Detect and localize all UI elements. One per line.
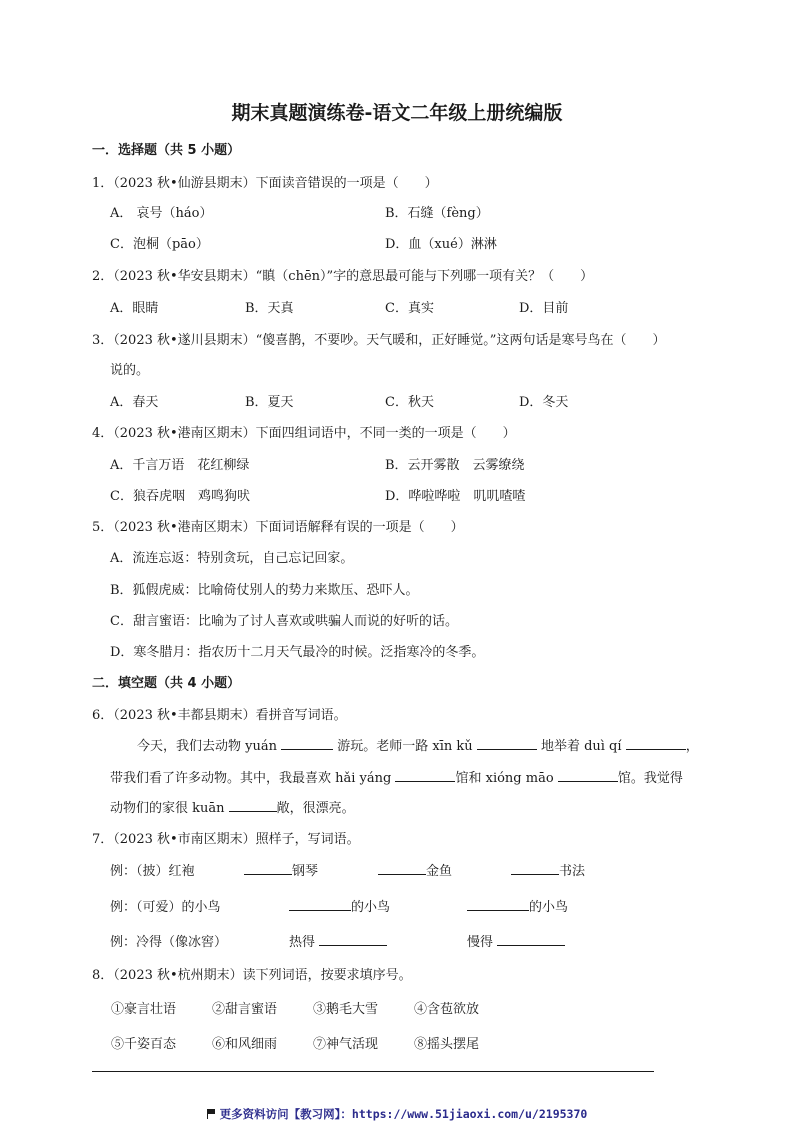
question-2-option-d: D．目前 [519, 301, 569, 316]
question-1-option-c: C．泡桐（pāo） [110, 237, 209, 252]
flag-icon [207, 1109, 216, 1119]
q7-word: 书法 [559, 864, 586, 879]
q8-word: ⑦神气活现 [313, 1037, 379, 1052]
q6-text: 敞，很漂亮。 [276, 801, 355, 816]
question-6-line-1 [137, 735, 699, 754]
question-2-option-c: C．真实 [385, 301, 434, 316]
q6-text: 动物们的家很 kuān [110, 801, 225, 816]
section-heading-fill: 二．填空题（共 4 小题） [92, 676, 241, 691]
answer-blank[interactable] [395, 769, 455, 782]
question-2-option-a: A．眼睛 [110, 301, 159, 316]
question-4-option-d: D．哗啦哗啦 叽叽喳喳 [385, 489, 526, 504]
q8-word: ③鹅毛大雪 [313, 1002, 379, 1017]
answer-blank[interactable] [319, 933, 387, 946]
page-title: 期末真题演练卷-语文二年级上册统编版 [231, 102, 563, 124]
q7-item [289, 931, 387, 950]
footer-text[interactable]: 更多资料访问【教习网】：https://www.51jiaoxi.com/u/2195370 [219, 1107, 588, 1121]
question-3-stem: 3．（2023 秋•遂川县期末）“傻喜鹊，不要吵。天气暖和，正好睡觉。”这两句话是寒号鸟在（ ） [92, 333, 666, 348]
q7-word: 的小鸟 [351, 900, 391, 915]
q7-item [244, 860, 318, 879]
question-3-option-a: A．春天 [110, 395, 159, 410]
q7-item [378, 860, 452, 879]
answer-blank[interactable] [229, 799, 277, 812]
question-3-option-d: D．冬天 [519, 395, 569, 410]
answer-blank[interactable] [281, 737, 333, 750]
q7-item [467, 896, 568, 915]
question-7-stem: 7．（2023 秋•市南区期末）照样子，写词语。 [92, 832, 360, 847]
question-5-option-b: B．狐假虎威：比喻倚仗别人的势力来欺压、恐吓人。 [110, 583, 419, 598]
answer-blank[interactable] [558, 769, 618, 782]
q8-word: ⑥和风细雨 [212, 1037, 278, 1052]
q7-item [511, 860, 585, 879]
q7-word: 热得 [289, 935, 316, 950]
answer-line [92, 1071, 654, 1072]
answer-blank[interactable] [244, 862, 292, 875]
question-3-option-b: B．夏天 [245, 395, 294, 410]
q6-text: ， [685, 739, 699, 754]
question-1-stem: 1．（2023 秋•仙游县期末）下面读音错误的一项是（ ） [92, 176, 438, 191]
question-1-option-a: A． 哀号（háo） [110, 206, 213, 221]
q8-word: ①豪言壮语 [111, 1002, 177, 1017]
footer-link[interactable] [0, 1106, 794, 1122]
question-5-option-a: A．流连忘返：特别贪玩，自己忘记回家。 [110, 551, 354, 566]
question-3-option-c: C．秋天 [385, 395, 434, 410]
q7-word: 慢得 [467, 935, 494, 950]
answer-blank[interactable] [511, 862, 559, 875]
q7-example-2: 例：（可爱）的小鸟 [110, 900, 221, 915]
q7-word: 金鱼 [426, 864, 453, 879]
q8-word: ②甜言蜜语 [212, 1002, 278, 1017]
q7-example-1: 例：（披）红袍 [110, 864, 195, 879]
question-6-stem: 6．（2023 秋•丰都县期末）看拼音写词语。 [92, 708, 347, 723]
answer-blank[interactable] [477, 737, 537, 750]
q7-item [467, 931, 565, 950]
q8-word: ④含苞欲放 [414, 1002, 480, 1017]
question-1-option-b: B．石缝（fèng） [385, 206, 489, 221]
q6-text: 游玩。老师一路 xīn kǔ [337, 739, 473, 754]
q7-example-3: 例：冷得（像冰窖） [110, 935, 228, 950]
q6-text: 馆和 xióng māo [455, 771, 554, 786]
answer-blank[interactable] [378, 862, 426, 875]
q7-item [289, 896, 390, 915]
answer-blank[interactable] [497, 933, 565, 946]
q8-word: ⑧摇头摆尾 [414, 1037, 480, 1052]
q6-text: 地举着 duì qí [540, 739, 622, 754]
question-1-option-d: D．血（xué）淋淋 [385, 237, 497, 252]
question-4-stem: 4．（2023 秋•港南区期末）下面四组词语中，不同一类的一项是（ ） [92, 426, 516, 441]
question-8-stem: 8．（2023 秋•杭州期末）读下列词语，按要求填序号。 [92, 968, 412, 983]
answer-blank[interactable] [467, 898, 529, 911]
answer-blank[interactable] [289, 898, 351, 911]
question-4-option-b: B．云开雾散 云雾缭绕 [385, 458, 525, 473]
question-4-option-a: A．千言万语 花红柳绿 [110, 458, 250, 473]
answer-blank[interactable] [626, 737, 686, 750]
question-5-option-d: D．寒冬腊月：指农历十二月天气最冷的时候。泛指寒冷的冬季。 [110, 645, 485, 660]
question-4-option-c: C．狼吞虎咽 鸡鸣狗吠 [110, 489, 250, 504]
question-5-option-c: C．甜言蜜语：比喻为了讨人喜欢或哄骗人而说的好听的话。 [110, 614, 458, 629]
q8-word: ⑤千姿百态 [111, 1037, 177, 1052]
question-6-line-3 [110, 797, 355, 816]
q6-text: 带我们看了许多动物。其中，我最喜欢 hǎi yáng [110, 771, 392, 786]
q6-text: 馆。我觉得 [617, 771, 683, 786]
question-3-stem-continued: 说的。 [110, 363, 150, 378]
question-6-line-2 [110, 767, 683, 786]
q7-word: 的小鸟 [529, 900, 569, 915]
q7-word: 钢琴 [292, 864, 319, 879]
question-5-stem: 5．（2023 秋•港南区期末）下面词语解释有误的一项是（ ） [92, 520, 464, 535]
question-2-stem: 2．（2023 秋•华安县期末）“瞋（chēn）”字的意思最可能与下列哪一项有关？（ ） [92, 269, 594, 284]
section-heading-choice: 一．选择题（共 5 小题） [92, 143, 241, 158]
question-2-option-b: B．天真 [245, 301, 294, 316]
q6-text: 今天，我们去动物 yuán [137, 739, 277, 754]
